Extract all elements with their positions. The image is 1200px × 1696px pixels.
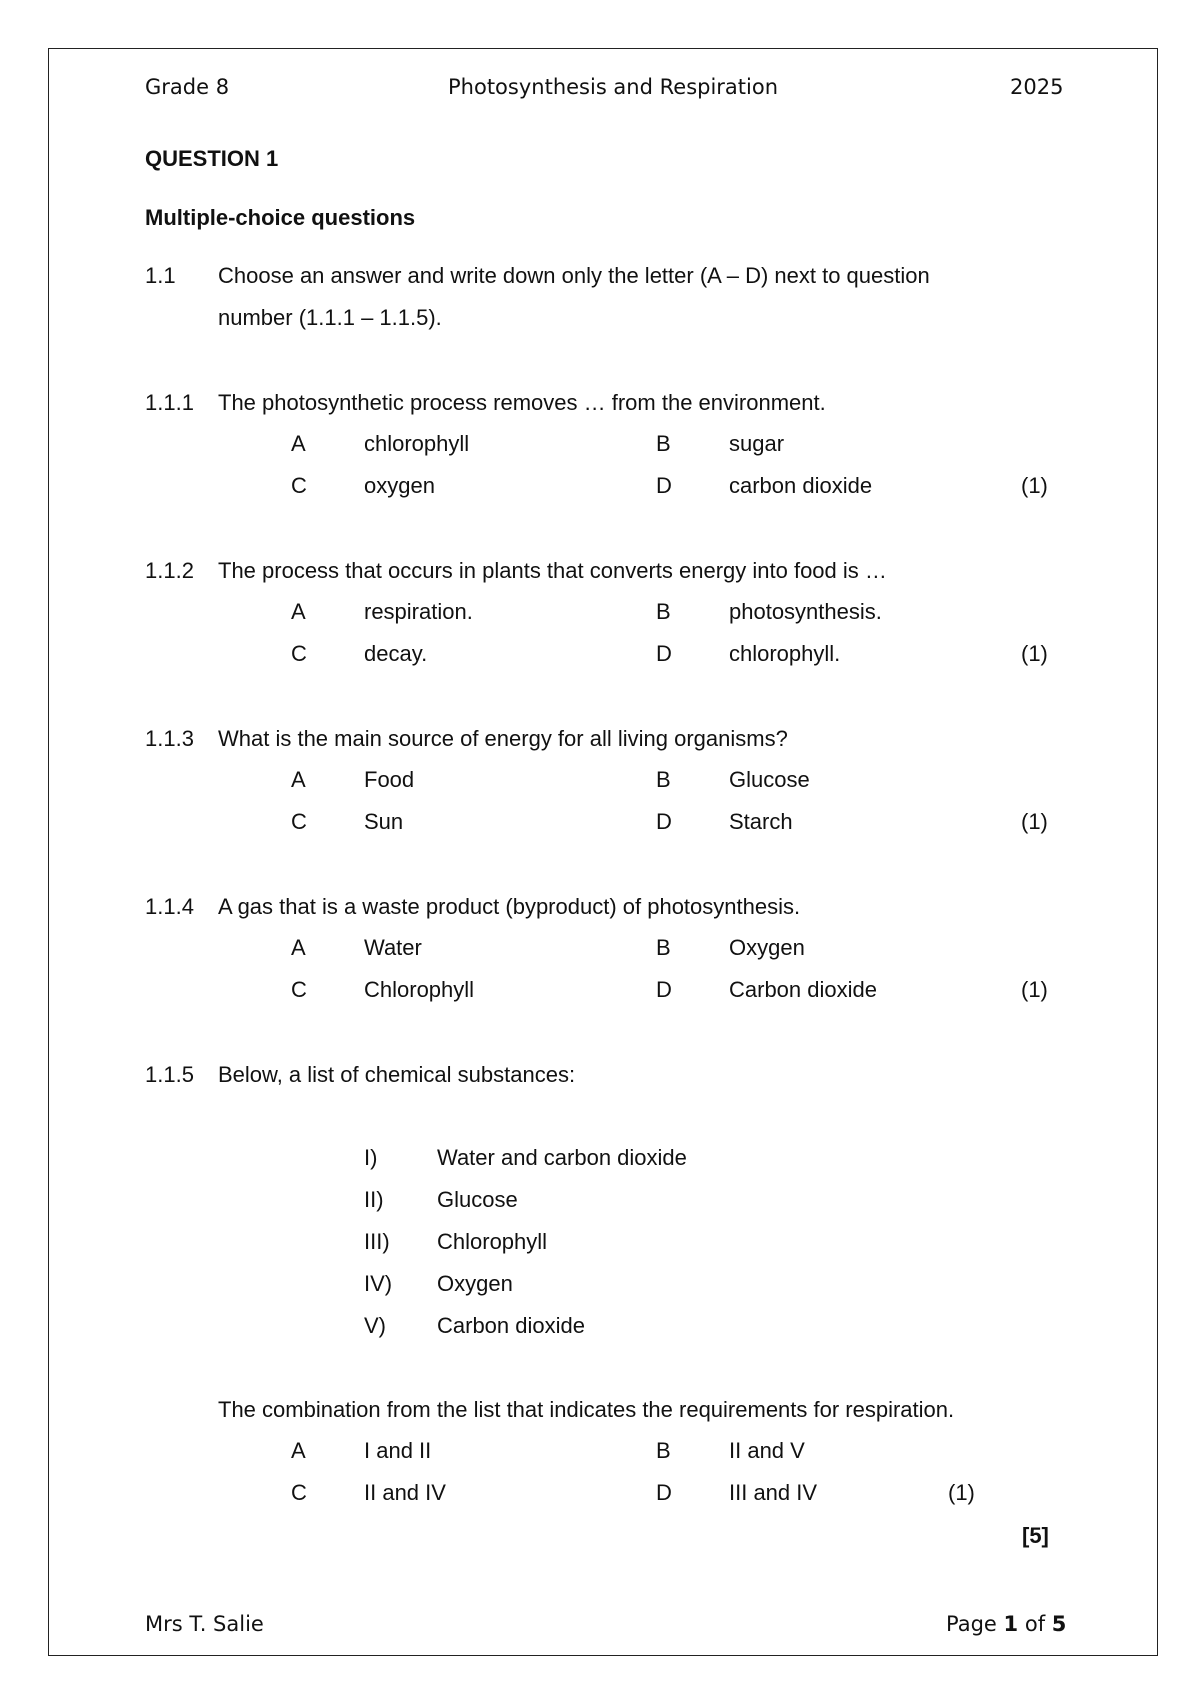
option-letter: D — [656, 641, 672, 666]
header-title: Photosynthesis and Respiration — [448, 75, 779, 99]
instruction-line-1: Choose an answer and write down only the letter (A – D) next to question — [218, 263, 930, 288]
list-numeral: IV) — [364, 1271, 393, 1296]
option-letter: C — [291, 641, 307, 666]
option-text: oxygen — [364, 473, 435, 498]
list-numeral: I) — [364, 1145, 378, 1170]
option-text: Sun — [364, 809, 404, 834]
option-letter: D — [656, 473, 672, 498]
option-letter: C — [291, 1480, 307, 1505]
option-text: photosynthesis. — [729, 599, 882, 624]
section-heading: Multiple-choice questions — [145, 205, 416, 230]
option-text: sugar — [729, 431, 785, 456]
question-marks: (1) — [1021, 473, 1048, 498]
option-text: Glucose — [729, 767, 810, 792]
list-item-text: Carbon dioxide — [437, 1313, 585, 1338]
page-number — [946, 1612, 1066, 1636]
option-text: carbon dioxide — [729, 473, 873, 498]
option-text: Starch — [729, 809, 793, 834]
option-text: Oxygen — [729, 935, 805, 960]
option-text: chlorophyll. — [729, 641, 841, 666]
option-letter: B — [656, 767, 671, 792]
header-year: 2025 — [1010, 75, 1064, 99]
list-numeral: V) — [364, 1313, 386, 1338]
option-text: Water — [364, 935, 422, 960]
option-text: Chlorophyll — [364, 977, 475, 1002]
list-numeral: III) — [364, 1229, 390, 1254]
list-item-text: Glucose — [437, 1187, 518, 1212]
option-text: I and II — [364, 1438, 432, 1463]
footer-author: Mrs T. Salie — [145, 1612, 264, 1636]
question-marks: (1) — [1021, 809, 1048, 834]
option-letter: B — [656, 431, 671, 456]
page-word: Page — [946, 1612, 997, 1636]
option-letter: B — [656, 935, 671, 960]
option-text: II and IV — [364, 1480, 446, 1505]
question-number: 1.1.3 — [145, 726, 194, 751]
option-text: II and V — [729, 1438, 805, 1463]
question-number: 1.1.1 — [145, 390, 194, 415]
question-number: 1.1.4 — [145, 894, 194, 919]
list-item-text: Oxygen — [437, 1271, 513, 1296]
option-letter: C — [291, 809, 307, 834]
question-text: The process that occurs in plants that converts energy into food is … — [218, 558, 887, 583]
header-grade: Grade 8 — [145, 75, 230, 99]
list-numeral: II) — [364, 1187, 384, 1212]
question-marks: (1) — [1021, 641, 1048, 666]
option-text: Carbon dioxide — [729, 977, 877, 1002]
option-text: III and IV — [729, 1480, 818, 1505]
instruction-line-2: number (1.1.1 – 1.1.5). — [218, 305, 442, 330]
option-text: chlorophyll — [364, 431, 470, 456]
list-item-text: Water and carbon dioxide — [437, 1145, 687, 1170]
option-letter: D — [656, 977, 672, 1002]
option-text: respiration. — [364, 599, 473, 624]
option-letter: D — [656, 809, 672, 834]
option-letter: A — [291, 767, 306, 792]
option-letter: B — [656, 599, 671, 624]
option-letter: A — [291, 431, 306, 456]
page-current: 1 — [1003, 1612, 1019, 1636]
question-number: 1.1.5 — [145, 1062, 194, 1087]
page-total: 5 — [1051, 1612, 1067, 1636]
question-heading: QUESTION 1 — [145, 146, 279, 171]
instruction-number: 1.1 — [145, 263, 176, 288]
option-letter: A — [291, 935, 306, 960]
option-letter: A — [291, 1438, 306, 1463]
option-text: decay. — [364, 641, 428, 666]
option-letter: D — [656, 1480, 672, 1505]
page-of: of — [1024, 1612, 1046, 1636]
option-letter: A — [291, 599, 306, 624]
question-marks: (1) — [1021, 977, 1048, 1002]
list-item-text: Chlorophyll — [437, 1229, 548, 1254]
question-text: The photosynthetic process removes … from the environment. — [218, 390, 826, 415]
question-marks: (1) — [948, 1480, 975, 1505]
question-prompt: The combination from the list that indicates the requirements for respiration. — [218, 1397, 955, 1422]
total-marks: [5] — [1022, 1523, 1049, 1548]
option-letter: C — [291, 473, 307, 498]
option-text: Food — [364, 767, 415, 792]
option-letter: C — [291, 977, 307, 1002]
option-letter: B — [656, 1438, 671, 1463]
question-text: What is the main source of energy for all living organisms? — [218, 726, 788, 751]
question-text: A gas that is a waste product (byproduct) of photosynthesis. — [218, 894, 801, 919]
question-number: 1.1.2 — [145, 558, 194, 583]
question-text: Below, a list of chemical substances: — [218, 1062, 576, 1087]
